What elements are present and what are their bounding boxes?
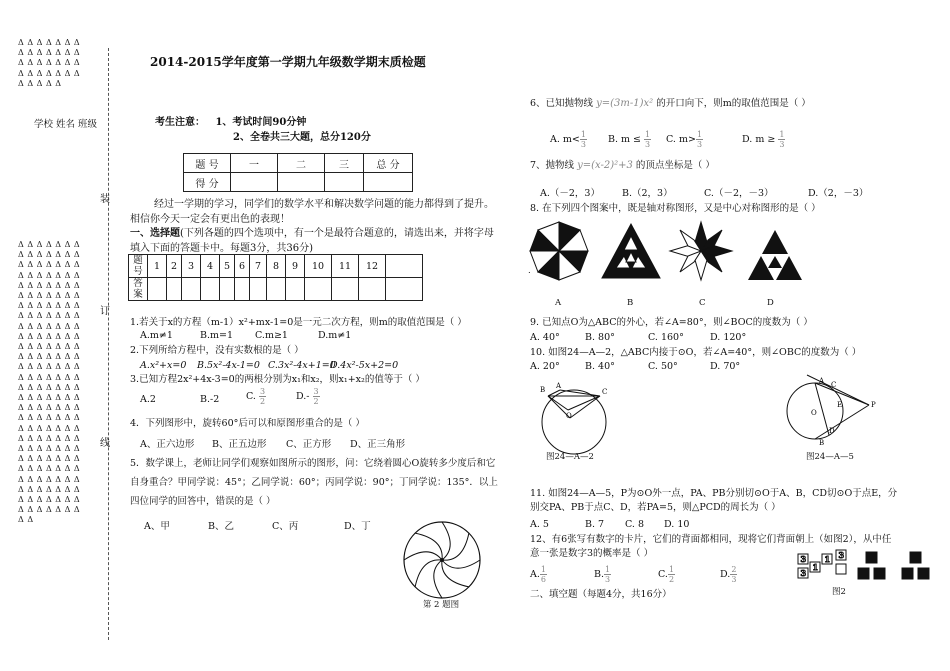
student-info-label: 学校 姓名 班级 [34,119,98,130]
pinwheel-circle-figure [400,522,484,602]
q7-option-d: D.（2，－3） [808,188,869,199]
question-4: 4．下列图形中，旋转60°后可以和原图形重合的是（ ） [130,418,365,429]
q5-option-c: C、丙 [272,521,299,532]
answer-spare [386,255,423,278]
q11-option-d: D. 10 [664,519,690,530]
bind-char-ding: 订 [100,306,110,317]
label-e: E [837,401,843,409]
q6-option-b-label: B. m ≤ [608,134,642,145]
question-12: 12、有6张写有数字的卡片，它们的背面都相同，现将它们背面朝上（如图2），从中任意一张是数字3的概率是（ ） [530,534,892,559]
score-table [183,153,413,192]
fraction [644,130,651,149]
label-o: O [811,409,817,417]
q3-option-a: A.2 [140,394,156,405]
label-c: C [831,381,837,389]
q11-option-b: B. 7 [585,519,605,530]
fraction [778,130,785,149]
q7-prefix: 7、抛物线 [530,160,575,171]
answer-qno: 9 [286,255,305,278]
answer-qno: 11 [332,255,359,278]
label-a: A [556,382,562,390]
q2-option-d: D.4x²-5x+2=0 [330,360,399,371]
answer-cell[interactable] [359,278,386,301]
q6-option-c-label: C. m> [666,134,696,145]
q11-option-a: A. 5 [530,519,549,530]
q9-option-c: C. 160° [648,332,684,343]
score-header-cell: 总 分 [364,154,413,173]
cards-figure [798,550,938,584]
q9-option-a: A. 40° [530,332,560,343]
question-2: 2.下列所给方程中，没有实数根的是（ ） [130,345,304,356]
q3-option-c [246,387,266,406]
q12-option-c [658,565,675,584]
fraction [730,565,737,584]
question-9: 9. 已知点O为△ABC的外心，若∠A=80°，则∠BOC的度数为（ ） [530,317,813,328]
fraction [668,565,675,584]
score-cell[interactable] [364,173,413,192]
card-number: 3 [800,554,807,564]
q7-option-c: C.（－2，－3） [704,188,774,199]
binding-line [108,48,110,640]
q1-option-b: B.m=1 [200,330,234,341]
notice-line-1 [155,113,306,128]
answer-cell[interactable] [148,278,167,301]
q2-option-c: C.3x²-4x+1=0 [268,360,336,371]
numerator: 3 [259,387,266,396]
label-d: D [829,427,835,435]
q5-option-b: B、乙 [208,521,234,532]
denominator: 3 [731,575,737,584]
score-header-cell: 题 号 [184,154,231,173]
swirl-arc [434,560,442,598]
answer-cell[interactable] [286,278,305,301]
answer-card-table [128,254,423,301]
fig2-caption: 图2 [832,587,846,597]
numerator: 1 [605,565,611,574]
label-p: P [871,401,876,409]
bind-char-xian: 线 [100,438,110,449]
card-number: 3 [800,568,807,578]
pattern-d-triangles [744,226,806,284]
notice-label: 考生注意： [155,117,205,128]
score-header-cell: 三 [325,154,364,173]
numerator: 1 [668,565,675,574]
q3-option-d [296,387,320,406]
pattern-label-a: A [555,298,562,308]
label-b: B [819,439,825,447]
answer-qno: 5 [220,255,235,278]
answer-cell[interactable] [235,278,250,301]
answer-cell[interactable] [182,278,201,301]
denominator: 2 [259,397,266,406]
fraction [313,387,320,406]
q11-option-c: C. 8 [625,519,645,530]
q12-option-d-label: D. [720,569,731,580]
q10-option-d: D. 70° [710,361,741,372]
notice-item-1: 1、考试时间90分钟 [215,117,307,128]
figure-a5-tangent-circle [785,377,875,449]
fraction [604,565,611,584]
pattern-label-b: B [627,298,634,308]
fraction [580,130,587,149]
card-number: 3 [838,550,845,560]
pattern-label-d: D [767,298,774,308]
answer-cell[interactable] [250,278,267,301]
denominator: 3 [779,140,785,149]
question-6 [530,96,811,111]
q12-option-b-label: B. [594,569,605,580]
q4-option-d: D、正三角形 [350,439,406,450]
q12-option-d [720,565,737,584]
denominator: 2 [313,397,319,406]
q12-option-a-label: A. [530,569,540,580]
answer-cell[interactable] [201,278,220,301]
numerator: 1 [540,565,546,574]
q1-option-c: C.m≥1 [255,330,288,341]
fraction [259,387,266,406]
card-number: 1 [812,562,819,572]
q2-option-b: B.5x²-4x-1=0 [197,360,260,371]
q3-option-b: B.-2 [200,394,220,405]
q6-option-d-label: D. m ≥ [742,134,776,145]
denominator: 6 [540,575,546,584]
card-number: 1 [824,554,831,564]
section1-desc: (下列各题的四个选项中，有一个是最符合题意的，请选出来，并将字母填入下面的答题卡中。每题3分，共36分) [130,228,494,254]
answer-qno: 1 [148,255,167,278]
answer-qno: 4 [201,255,220,278]
margin-triangles-bottom: Δ Δ Δ Δ Δ Δ Δ Δ Δ Δ Δ Δ Δ Δ Δ Δ Δ Δ Δ Δ Δ Δ Δ Δ Δ Δ Δ Δ Δ Δ Δ Δ Δ Δ Δ Δ Δ Δ Δ Δ Δ Δ Δ Δ Δ Δ Δ Δ Δ Δ Δ Δ Δ Δ Δ Δ Δ Δ Δ Δ Δ Δ Δ Δ Δ Δ Δ Δ Δ Δ Δ Δ Δ Δ Δ Δ Δ Δ Δ Δ Δ Δ Δ Δ Δ Δ Δ Δ Δ Δ Δ Δ Δ Δ Δ Δ Δ Δ Δ Δ Δ Δ Δ Δ Δ Δ Δ Δ Δ Δ Δ Δ Δ Δ Δ Δ Δ Δ Δ Δ Δ Δ Δ Δ Δ Δ Δ Δ Δ Δ Δ Δ Δ Δ Δ Δ Δ Δ Δ Δ Δ Δ Δ Δ Δ Δ Δ Δ Δ Δ Δ Δ Δ Δ Δ Δ Δ Δ Δ Δ Δ Δ Δ Δ Δ Δ Δ Δ Δ Δ Δ Δ Δ Δ Δ Δ Δ Δ Δ Δ Δ Δ Δ Δ Δ Δ Δ Δ Δ Δ Δ [18,240,81,525]
pattern-a-pinwheel [528,220,590,282]
answer-cell[interactable] [167,278,182,301]
question-8: 8. 在下列四个图案中，既是轴对称图形，又是中心对称图形的是（ ） [530,203,821,214]
q6-suffix: 的开口向下，则m的取值范围是（ ） [656,98,811,109]
score-cell[interactable] [325,173,364,192]
figure-a5-caption: 图24—A—5 [806,452,854,462]
answer-qno: 10 [305,255,332,278]
intro-paragraph: 经过一学期的学习，同学们的数学水平和解决数学问题的能力都得到了提升。相信你今天一定会有更出色的表现！ [130,199,494,225]
answer-qno: 3 [182,255,201,278]
answer-qno: 2 [167,255,182,278]
q5-option-d: D、丁 [344,521,371,532]
q9-option-d: D. 120° [710,332,747,343]
numerator: 2 [731,565,737,574]
q10-option-c: C. 50° [648,361,678,372]
numerator: 1 [645,130,651,139]
q3-option-d-label: D.- [296,391,310,402]
q7-option-b: B.（2，3） [622,188,673,199]
q6-option-a [550,130,587,149]
answer-qno: 12 [359,255,386,278]
section2-heading: 二、填空题（每题4分，共16分） [530,589,672,600]
pattern-c-star [668,220,734,282]
question-10: 10. 如图24—A—2，△ABC内接于⊙O，若∠A=40°，则∠OBC的度数为（ ） [530,347,862,358]
score-row-label: 得 分 [184,173,231,192]
q6-option-c [666,130,703,149]
q4-option-c: C、正方形 [286,439,332,450]
denominator: 2 [668,575,675,584]
q6-prefix: 6、已知抛物线 [530,98,594,109]
figure-a2-caption: 图24—A—2 [546,452,594,462]
fraction [696,130,703,149]
q2-option-a: A.x²+x=0 [140,360,187,371]
swirl-arc [442,522,450,560]
q7-option-a: A.（－2，3） [540,188,600,199]
q5-option-a: A、甲 [144,521,170,532]
fraction [540,565,547,584]
answer-qno: 8 [267,255,286,278]
denominator: 3 [605,575,611,584]
answer-cell[interactable] [305,278,332,301]
label-b: B [540,386,546,394]
numerator: 1 [696,130,703,139]
label-a: A [819,377,825,385]
q5-figure-caption: 第 2 题图 [422,600,460,610]
q12-option-b [594,565,611,584]
q1-option-a: A.m≠1 [140,330,173,341]
q4-option-b: B、正五边形 [212,439,267,450]
pattern-b-triangle [600,222,662,282]
score-cell[interactable] [231,173,278,192]
answer-cell[interactable] [220,278,235,301]
section1-heading [130,226,502,256]
answer-cell[interactable] [386,278,423,301]
q6-option-d [742,130,785,149]
score-cell[interactable] [278,173,325,192]
q9-option-b: B. 80° [585,332,615,343]
numerator: 1 [779,130,785,139]
q7-formula: y=(x-2)²+3 [577,160,633,171]
question-5: 5．数学课上，老师让同学们观察如图所示的图形，问：它绕着圆心O旋转多少度后和它自身重合？甲同学说：45°；乙同学说：60°；丙同学说：90°；丁同学说：135°．以上四位同学的回答中，错误的是（ ） [130,458,498,507]
numerator: 3 [313,387,319,396]
q12-option-c-label: C. [658,569,668,580]
q7-suffix: 的顶点坐标是（ ） [635,160,715,171]
question-1: 1.若关于x的方程（m-1）x²+mx-1=0是一元二次方程，则m的取值范围是（ ） [130,317,467,328]
bind-char-zhuang: 装 [100,194,110,205]
denominator: 3 [580,140,586,149]
q3-option-c-label: C. [246,391,256,402]
label-o: O [566,412,572,420]
q1-option-d: D.m≠1 [318,330,352,341]
answer-qno: 6 [235,255,250,278]
score-header-cell: 二 [278,154,325,173]
q4-option-a: A、正六边形 [140,439,195,450]
pattern-label-c: C [699,298,706,308]
answer-cell[interactable] [332,278,359,301]
q12-option-a [530,565,547,584]
q10-option-b: B. 40° [585,361,615,372]
question-7 [530,158,715,173]
answer-qno-label: 题号 [129,255,148,278]
question-3: 3.已知方程2x²+4x-3=0的两根分别为x₁和x₂，则x₁+x₂的值等于（ ） [130,374,425,385]
denominator: 3 [645,140,651,149]
margin-triangles-top: Δ Δ Δ Δ Δ Δ Δ Δ Δ Δ Δ Δ Δ Δ Δ Δ Δ Δ Δ Δ Δ Δ Δ Δ Δ Δ Δ Δ Δ Δ Δ Δ Δ [18,38,81,88]
dot-marker: . [528,266,531,276]
swirl-arc [442,560,480,568]
section1-title: 一、选择题 [130,228,180,239]
denominator: 3 [696,140,703,149]
notice-item-2: 2、全卷共三大题，总分120分 [233,132,371,143]
question-11: 11. 如图24—A—5，P为⊙O外一点，PA、PB分别切⊙O于A、B，CD切⊙O于点E，分别交PA、PB于点C、D，若PA=5，则△PCD的周长为（ ） [530,488,898,513]
label-c: C [602,388,608,396]
answer-qno: 7 [250,255,267,278]
answer-cell[interactable] [267,278,286,301]
q6-option-a-label: A. m< [550,134,580,145]
swirl-arc [404,552,442,560]
answer-row-label: 答案 [129,278,148,301]
exam-title: 2014-2015学年度第一学期九年级数学期末质检题 [150,55,426,69]
q10-option-a: A. 20° [530,361,560,372]
q6-formula: y=(3m-1)x² [596,98,654,109]
q6-option-b [608,130,651,149]
numerator: 1 [580,130,586,139]
score-header-cell: 一 [231,154,278,173]
figure-a2-inscribed-triangle [538,382,618,454]
